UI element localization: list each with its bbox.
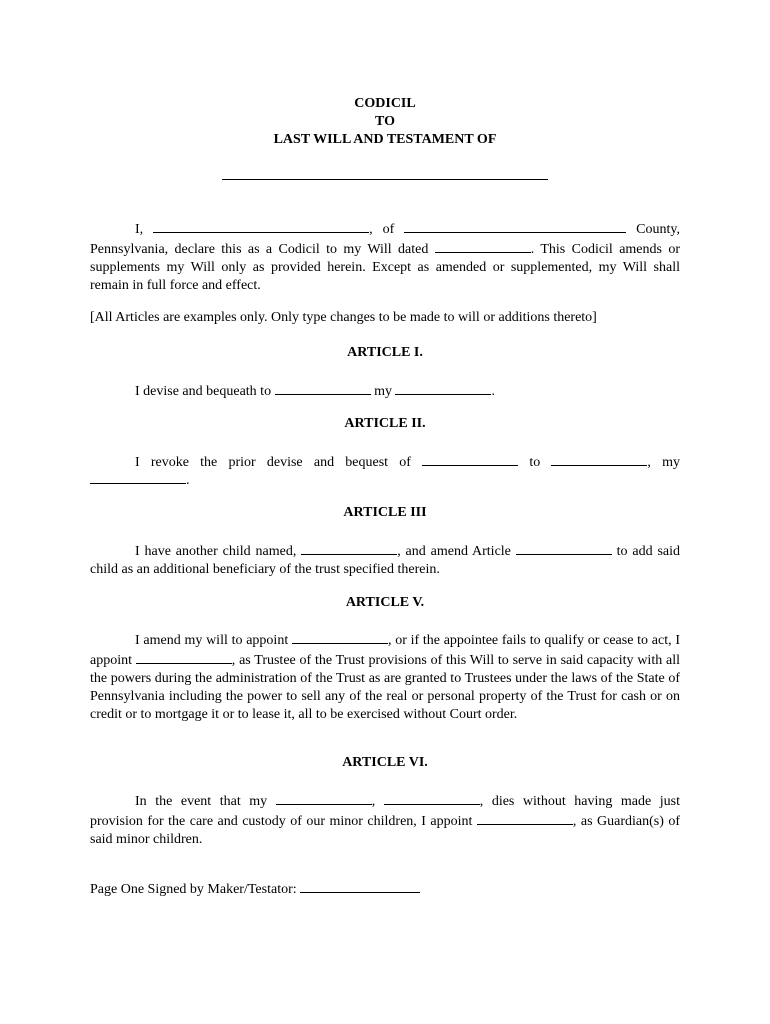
article-2-line-1 (90, 452, 680, 472)
county-blank[interactable] (404, 219, 626, 233)
article-6-text-2: , (371, 794, 384, 809)
intro-paragraph (90, 219, 680, 295)
intro-text-2: , of (369, 222, 405, 237)
article-5-paragraph (90, 630, 680, 724)
article-2-text-3: , my (647, 455, 680, 470)
title-codicil: CODICIL (354, 96, 416, 111)
testator-signature-blank[interactable] (300, 879, 420, 893)
article-2-text-4: . (186, 473, 190, 488)
spouse-name-blank[interactable] (384, 791, 480, 805)
appointee-blank[interactable] (292, 630, 388, 644)
article-6-text-3: , dies without having made just provision for the care and custody of our minor children, I appoint (90, 794, 681, 829)
article-5-heading: ARTICLE V. (345, 595, 425, 610)
article-3-text-1: I have another child named, (135, 544, 302, 559)
intro-text-3: County, Pennsylvania, declare this as a Codicil to my Will dated (90, 222, 680, 257)
article-6-text-4: , as Guardian(s) of said minor children. (90, 814, 681, 847)
alternate-trustee-blank[interactable] (136, 650, 232, 664)
will-date-blank[interactable] (435, 239, 531, 253)
article-5-text-3: , as Trustee of the Trust provisions of this Will to serve in said capacity with all the powers during the administration of the Trust as are granted to Trustees under the laws of the State of Pennsylvania including the power to sell any of the real or personal property of the Trust for cash or on credit or to mortgage it or to lease it, all to be exercised without Court order. (90, 653, 680, 722)
intro-text-4: . This Codicil amends or supplements my Will only as provided herein. Except as amended or supplemented, my Will shall remain in full force and effect. (90, 242, 680, 293)
title-to: TO (375, 114, 395, 129)
article-3-paragraph (90, 541, 680, 579)
signature-line (90, 879, 680, 899)
article-2-text-2: to (518, 455, 552, 470)
article-number-blank[interactable] (516, 541, 612, 555)
signed-label: Page One Signed by Maker/Testator: (90, 882, 301, 897)
devisee-blank[interactable] (275, 381, 371, 395)
article-3-text-2: , and amend Article (397, 544, 516, 559)
article-2-line-2 (90, 470, 680, 490)
article-1-heading: ARTICLE I. (347, 345, 423, 360)
article-3-heading: ARTICLE III (343, 505, 427, 520)
relationship-blank[interactable] (395, 381, 491, 395)
guardian-blank[interactable] (477, 811, 573, 825)
article-3-text-3: to add said child as an additional beneficiary of the trust specified therein. (90, 544, 680, 577)
prior-beneficiary-blank[interactable] (551, 452, 647, 466)
spouse-blank[interactable] (276, 791, 372, 805)
article-2-text-1: I revoke the prior devise and bequest of (135, 455, 423, 470)
title-last-will: LAST WILL AND TESTAMENT OF (273, 132, 497, 147)
intro-text-1: I, (135, 222, 154, 237)
prior-bequest-blank[interactable] (422, 452, 518, 466)
article-6-paragraph (90, 791, 680, 849)
article-5-text-2: , or if the appointee fails to qualify or cease to act, I appoint (90, 633, 680, 668)
testator-name-blank[interactable] (222, 179, 548, 180)
article-2-heading: ARTICLE II. (344, 416, 426, 431)
article-5-text-1: I amend my will to appoint (135, 633, 292, 648)
declarant-name-blank[interactable] (153, 219, 369, 233)
article-1-text-1: I devise and bequeath to (135, 384, 275, 399)
article-1-text-3: . (491, 384, 495, 399)
child-name-blank[interactable] (301, 541, 397, 555)
article-6-text-1: In the event that my (135, 794, 276, 809)
article-2-relationship-blank[interactable] (90, 470, 186, 484)
article-1-paragraph (90, 381, 680, 401)
article-6-heading: ARTICLE VI. (342, 755, 428, 770)
articles-note: [All Articles are examples only. Only type changes to be made to will or additions thereto] (90, 310, 597, 325)
article-1-text-2: my (370, 384, 396, 399)
